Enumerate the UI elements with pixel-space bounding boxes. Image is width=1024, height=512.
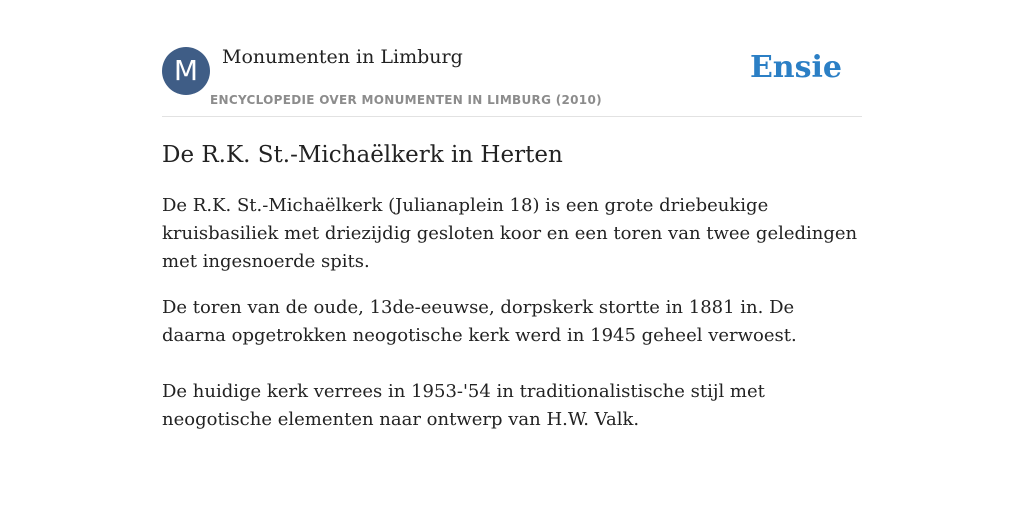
entry-paragraph: De R.K. St.-Michaëlkerk (Julianaplein 18) is een grote driebeukige kruisbasiliek met driezijdig gesloten koor en een toren van twee geledingen met ingesnoerde spits. xyxy=(162,195,858,272)
entry-title: De R.K. St.-Michaëlkerk in Herten xyxy=(162,142,563,168)
site-title[interactable]: Monumenten in Limburg xyxy=(222,46,463,68)
header xyxy=(162,0,862,117)
site-subtitle: ENCYCLOPEDIE OVER MONUMENTEN IN LIMBURG (2010) xyxy=(210,93,602,107)
entry-paragraph: De huidige kerk verrees in 1953-'54 in traditionalistische stijl met neogotische elementen naar ontwerp van H.W. Valk. xyxy=(162,381,765,430)
entry-paragraph: De toren van de oude, 13de-eeuwse, dorpskerk stortte in 1881 in. De daarna opgetrokken neogotische kerk werd in 1945 geheel verwoest. xyxy=(162,297,797,346)
avatar[interactable]: M xyxy=(162,47,210,95)
entry-content xyxy=(162,139,862,434)
brand-logo[interactable]: Ensie xyxy=(749,50,842,85)
